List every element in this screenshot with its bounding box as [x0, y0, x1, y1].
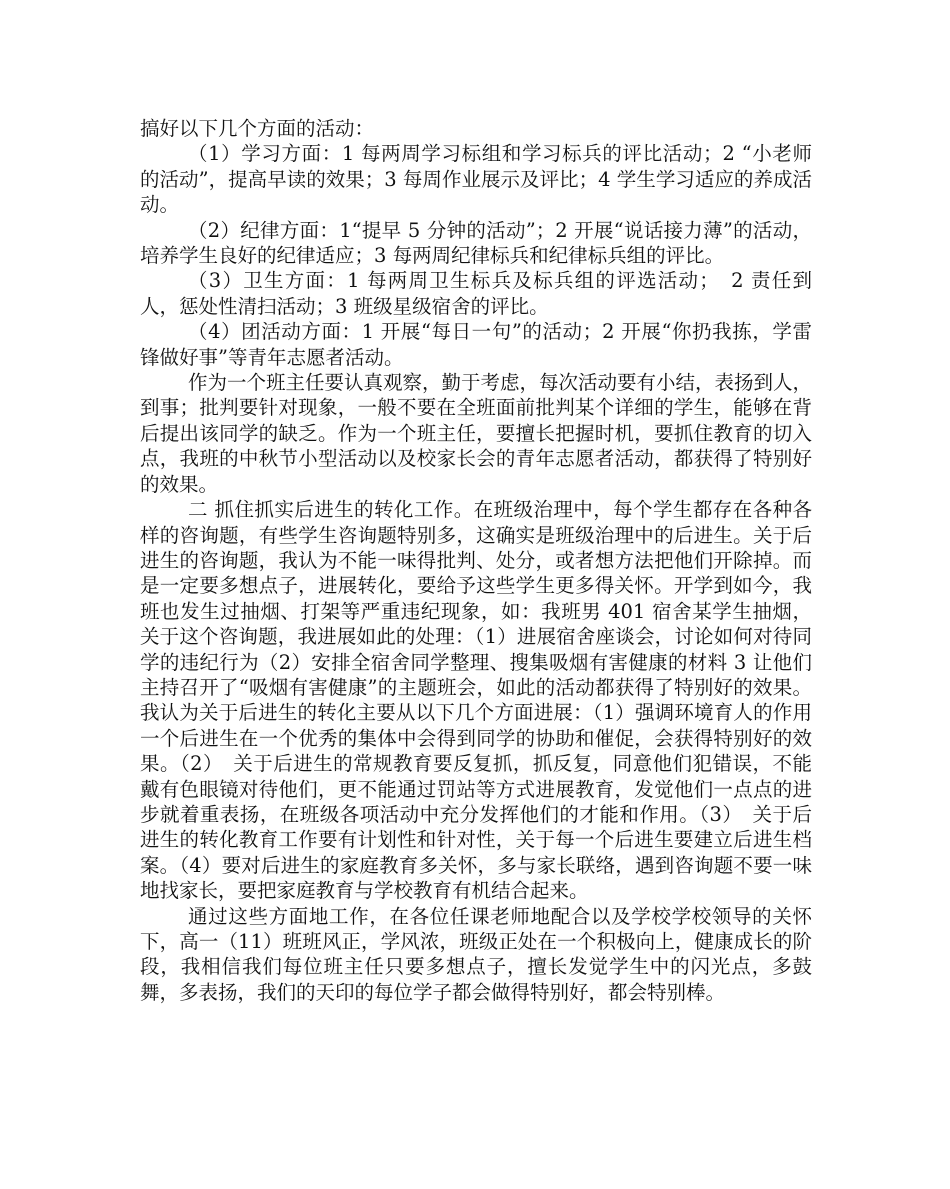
paragraph-league-activities: （4）团活动方面：1 开展“每日一句”的活动；2 开展“你扔我拣，学雷锋做好事”等青年志愿者活动。 — [140, 320, 812, 369]
paragraph-intro: 搞好以下几个方面的活动： — [140, 117, 375, 140]
paragraph-head-teacher: 作为一个班主任要认真观察，勤于考虑，每次活动要有小结，表扬到人，到事；批判要针对现象，一般不要在全班面前批判某个详细的学生，能够在背后提出该同学的缺乏。作为一个班主任，要擅长把握时机，要抓住教育的切入点，我班的中秋节小型活动以及校家长会的青年志愿者活动，都获得了特别好的效果。 — [140, 371, 813, 496]
paragraph-conclusion: 通过这些方面地工作，在各位任课老师地配合以及学校学校领导的关怀下，高一（11）班班风正，学风浓，班级正处在一个积极向上，健康成长的阶段，我相信我们每位班主任只要多想点子，擅长发觉学生中的闪光点，多鼓舞，多表扬，我们的天印的每位学子都会做得特别好，都会特别棒。 — [140, 904, 812, 1004]
paragraph-hygiene: （3）卫生方面：1 每两周卫生标兵及标兵组的评选活动； 2 责任到人，惩处性清扫活动；3 班级星级宿舍的评比。 — [140, 269, 812, 318]
paragraph-struggling-students: 二 抓住抓实后进生的转化工作。在班级治理中，每个学生都存在各种各样的咨询题，有些学生咨询题特别多，这确实是班级治理中的后进生。关于后进生的咨询题，我认为不能一味得批判、处分，或者想方法把他们开除掉。而是一定要多想点子，进展转化，要给予这些学生更多得关怀。开学到如今，我班也发生过抽烟、打架等严重违纪现象，如：我班男 401 宿舍某学生抽烟，关于这个咨询题，我进展如此的处理：（1）进展宿舍座谈会，讨论如何对待同学的违纪行为（2）安排全宿舍同学整理、搜集吸烟有害健康的材料 3 让他们主持召开了“吸烟有害健康”的主题班会，如此的活动都获得了特别好的效果。我认为关于后进生的转化主要从以下几个方面进展：（1）强调环境育人的作用一个后进生在一个优秀的集体中会得到同学的协助和催促，会获得特别好的效果。（2） 关于后进生的常规教育要反复抓，抓反复，同意他们犯错误，不能戴有色眼镜对待他们，更不能通过罚站等方式进展教育，发觉他们一点点的进步就着重表扬，在班级各项活动中充分发挥他们的才能和作用。（3） 关于后进生的转化教育工作要有计划性和针对性，关于每一个后进生要建立后进生档案。（4）要对后进生的家庭教育多关怀，多与家长联络，遇到咨询题不要一味地找家长，要把家庭教育与学校教育有机结合起来。 — [140, 498, 812, 903]
paragraph-study: （1）学习方面：1 每两周学习标组和学习标兵的评比活动；2 “小老师的活动”，提高早读的效果；3 每周作业展示及评比；4 学生学习适应的养成活动。 — [140, 142, 812, 217]
document-body — [140, 116, 812, 1005]
paragraph-discipline: （2）纪律方面：1“提早 5 分钟的活动”；2 开展“说话接力薄”的活动，培养学生良好的纪律适应；3 每两周纪律标兵和纪律标兵组的评比。 — [140, 218, 812, 268]
